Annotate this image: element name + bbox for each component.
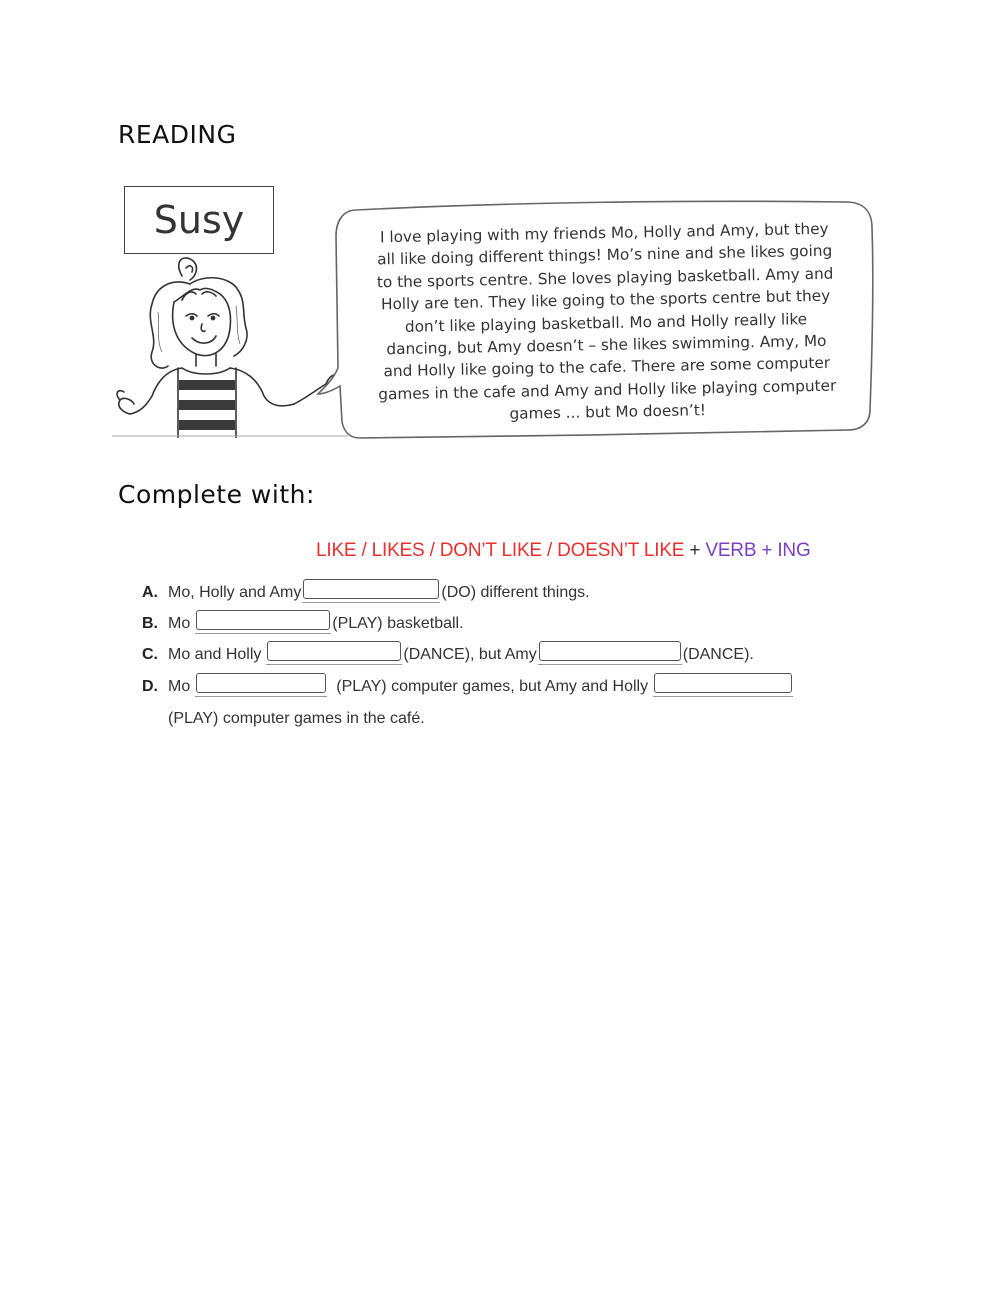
exercise-letter: B. xyxy=(142,615,158,632)
speech-line: dancing, but Amy doesn’t – she likes swimming. Amy, Mo xyxy=(386,331,827,359)
speech-line: all like doing different things! Mo’s nine and she likes going xyxy=(377,242,833,269)
instruction-pattern: VERB + ING xyxy=(705,540,811,561)
answer-blank-b[interactable] xyxy=(196,610,330,630)
answer-blank-d2[interactable] xyxy=(654,673,792,693)
answer-blank-d1[interactable] xyxy=(196,673,326,693)
speech-line: don’t like playing basketball. Mo and Holly really like xyxy=(404,309,808,336)
exercise-text: Mo, Holly and Amy xyxy=(168,584,302,601)
exercise-text: (PLAY) basketball. xyxy=(332,615,464,632)
speech-bubble xyxy=(316,196,876,442)
exercise-letter: D. xyxy=(142,678,158,695)
exercise-text: Mo and Holly xyxy=(168,646,262,663)
speech-line: games ... but Mo doesn’t! xyxy=(509,401,707,424)
exercise-text: (DO) different things. xyxy=(441,584,590,601)
speech-line: and Holly like going to the cafe. There are some computer xyxy=(383,354,831,381)
exercise-item-d xyxy=(142,672,794,696)
speech-line: games in the cafe and Amy and Holly like playing computer xyxy=(378,376,837,404)
exercise-letter: C. xyxy=(142,646,158,663)
instruction-options: LIKE / LIKES / DON’T LIKE / DOESN’T LIKE xyxy=(316,540,685,561)
speech-bubble-text xyxy=(348,217,864,428)
exercise-text: (PLAY) computer games in the café. xyxy=(168,710,425,727)
girl-illustration xyxy=(112,256,348,438)
complete-heading: Complete with: xyxy=(118,480,315,509)
speech-line: to the sports centre. She loves playing basketball. Amy and xyxy=(376,264,834,292)
answer-blank-c2[interactable] xyxy=(539,641,681,661)
exercise-item-d-continued xyxy=(168,704,425,728)
exercise-item-a xyxy=(142,578,590,602)
exercise-text: (PLAY) computer games, but Amy and Holly xyxy=(336,678,649,695)
instruction-plus: + xyxy=(689,540,701,561)
exercise-text: Mo xyxy=(168,678,191,695)
exercise-text: (DANCE), but Amy xyxy=(403,646,537,663)
speech-line: Holly are ten. They like going to the sports centre but they xyxy=(380,286,831,314)
exercise-text: (DANCE). xyxy=(682,646,754,663)
grammar-instruction xyxy=(316,540,811,562)
exercise-letter: A. xyxy=(142,584,158,601)
answer-blank-c1[interactable] xyxy=(267,641,401,661)
speech-line: I love playing with my friends Mo, Holly and Amy, but they xyxy=(379,219,829,247)
reading-heading: READING xyxy=(118,120,237,149)
exercise-text: Mo xyxy=(168,615,191,632)
exercise-item-b xyxy=(142,609,464,633)
exercise-item-c xyxy=(142,640,754,664)
character-name-box: Susy xyxy=(124,186,274,254)
answer-blank-a[interactable] xyxy=(303,579,439,599)
